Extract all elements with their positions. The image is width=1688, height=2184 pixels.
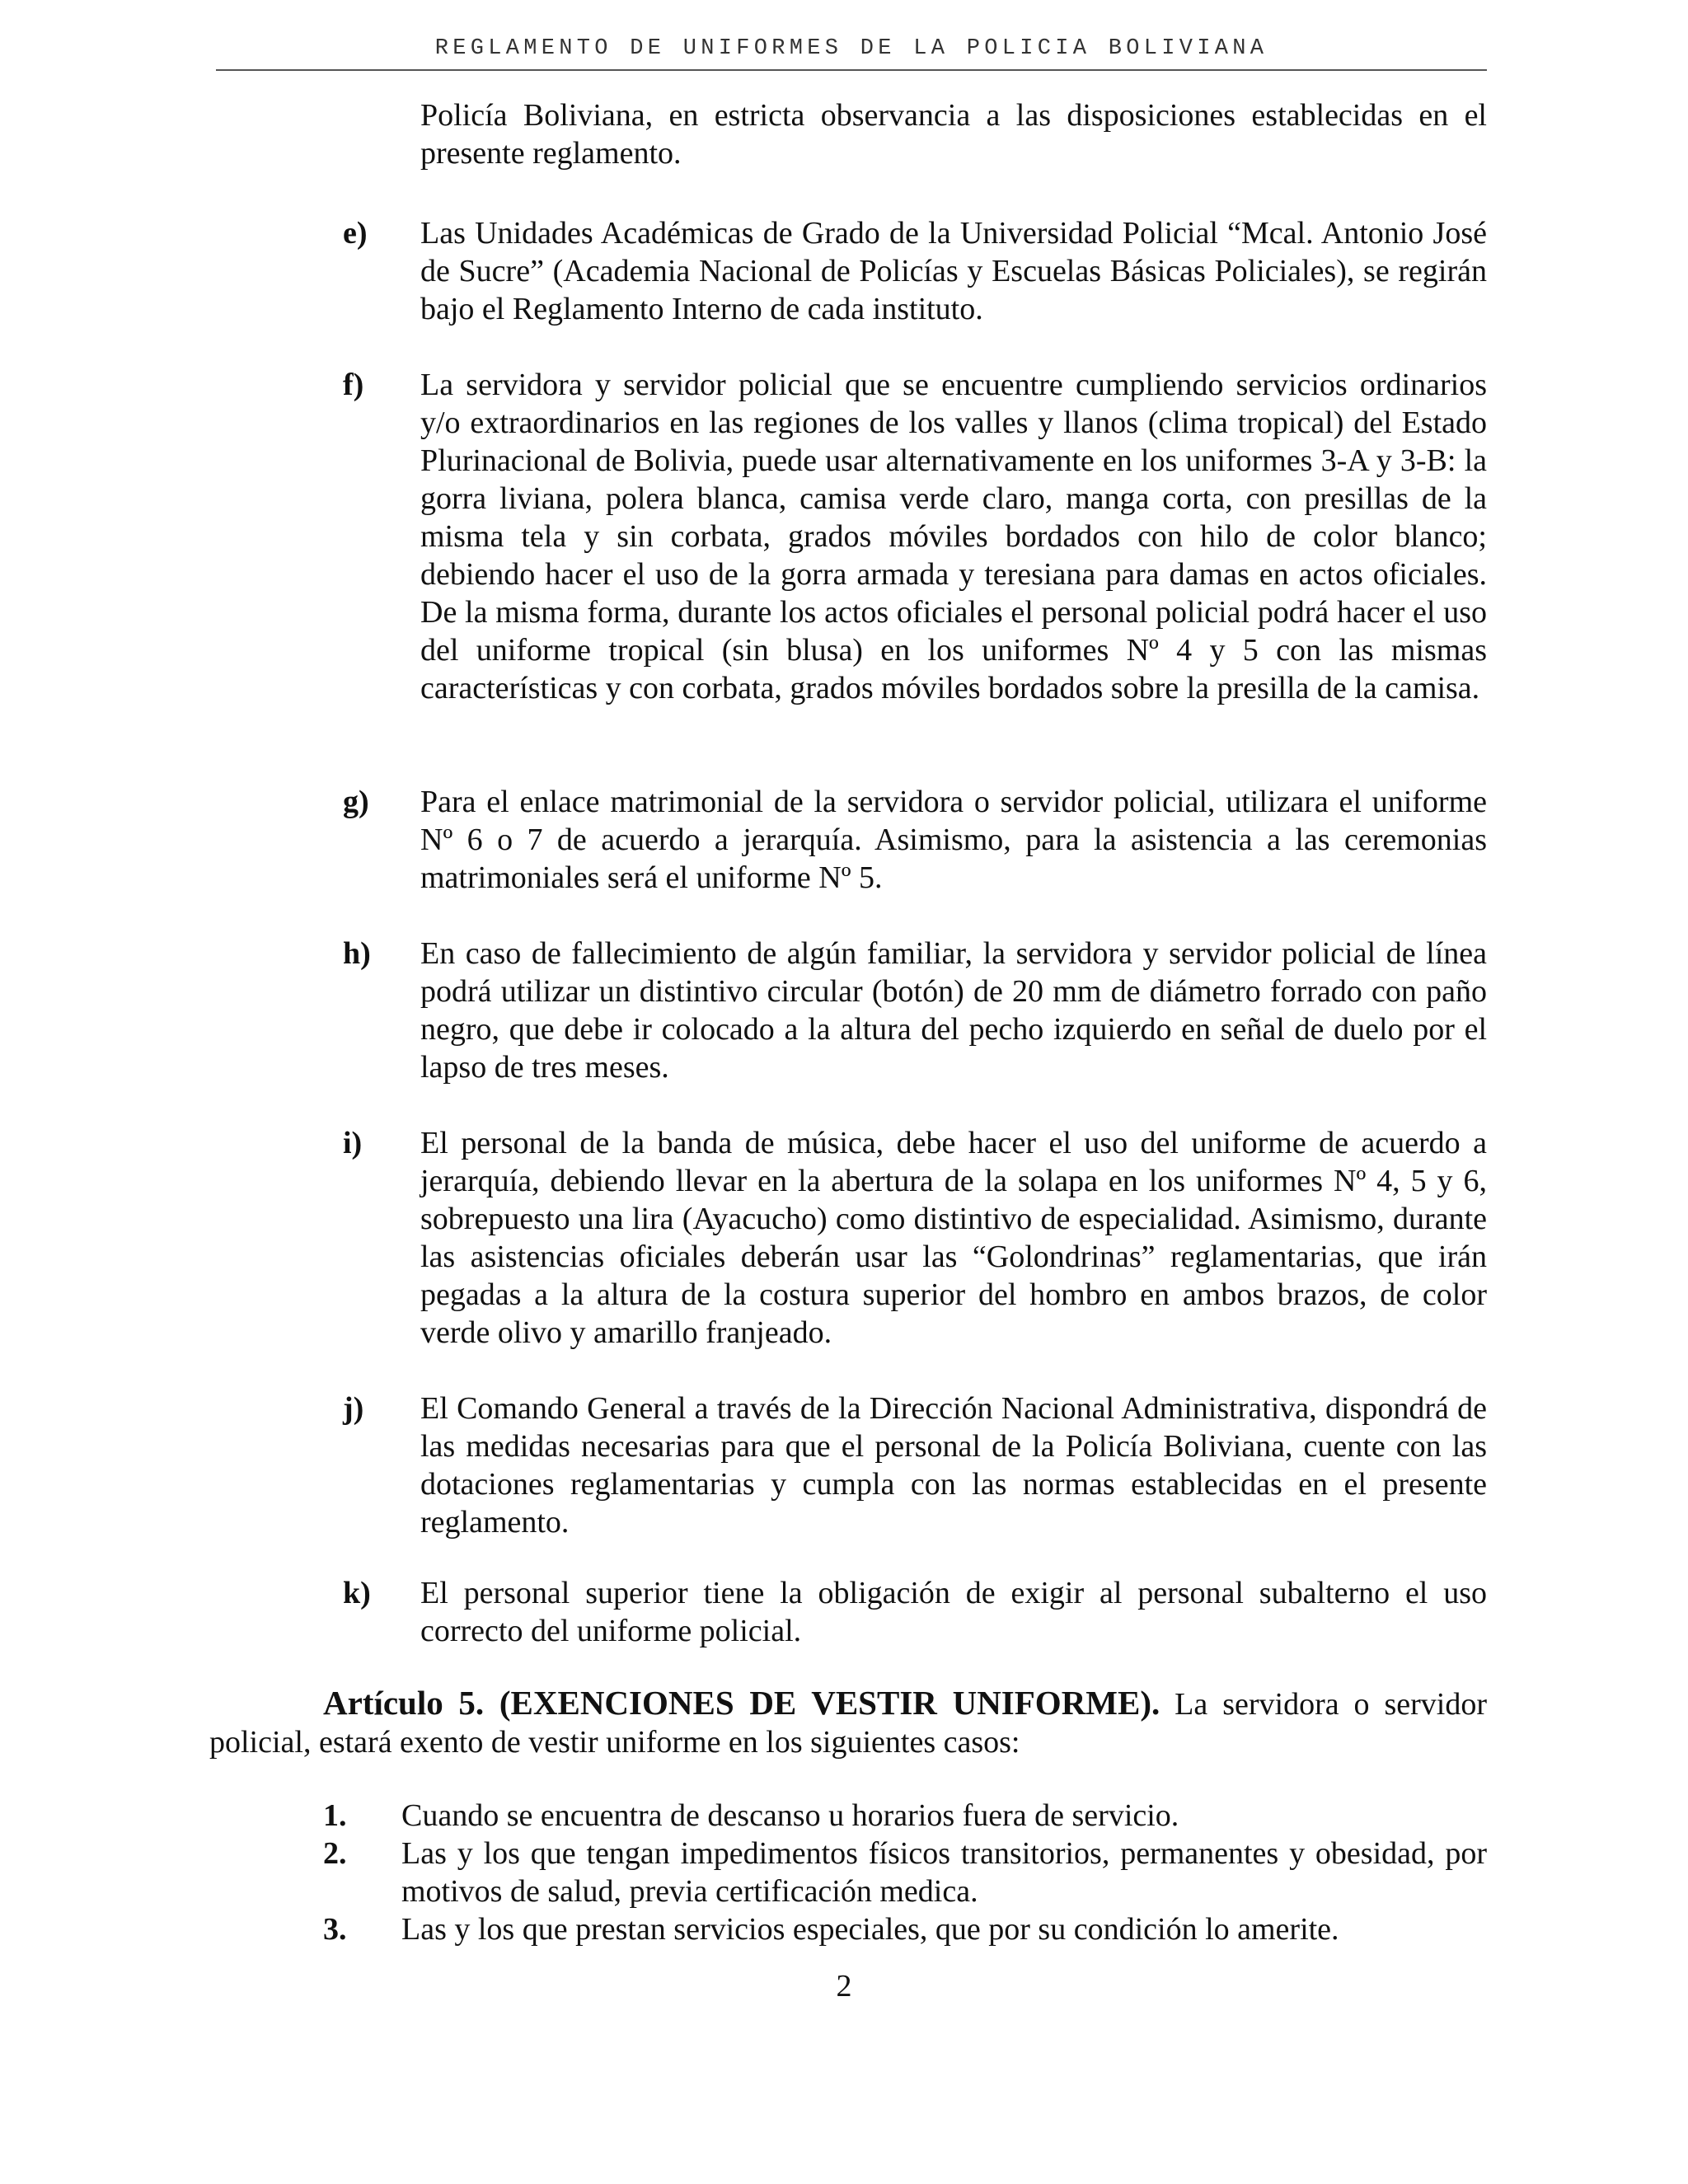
item-text-g: Para el enlace matrimonial de la servidora o servidor policial, utilizara el uniforme Nº 6 o 7 de acuerdo a jerarquía. Asimismo, para la asistencia a las ceremonias matrimoniales será el uniforme Nº 5. — [420, 785, 1487, 895]
item-text-i: El personal de la banda de música, debe hacer el uso del uniforme de acuerdo a jerarquía, debiendo llevar en la abertura de la solapa en los uniformes Nº 4, 5 y 6, sobrepuesto una lira (Ayacucho) como distintivo de especialidad. Asimismo, durante las asistencias oficiales deberán usar las “Golondrinas” reglamentarias, que irán pegadas a la altura de la costura superior del hombro en ambos brazos, de color verde olivo y amarillo franjeado. — [420, 1126, 1487, 1350]
exemption-text-1: Cuando se encuentra de descanso u horarios fuera de servicio. — [401, 1798, 1179, 1833]
exemption-number-3: 3. — [323, 1912, 347, 1947]
exemption-text-2: Las y los que tengan impedimentos físicos transitorios, permanentes y obesidad, por motivos de salud, previa certificación medica. — [401, 1836, 1487, 1909]
page-number: 2 — [836, 1969, 852, 2004]
continuation-paragraph: Policía Boliviana, en estricta observancia a las disposiciones establecidas en el presente reglamento. — [420, 98, 1487, 171]
exemption-number-1: 1. — [323, 1798, 347, 1833]
item-letter-g: g) — [343, 785, 369, 819]
item-letter-j: j) — [343, 1391, 364, 1426]
item-letter-k: k) — [343, 1576, 371, 1610]
running-header: REGLAMENTO DE UNIFORMES DE LA POLICIA BOLIVIANA — [434, 36, 1268, 61]
article-heading: Artículo 5. (EXENCIONES DE VESTIR UNIFORME). — [323, 1684, 1160, 1722]
header-divider — [216, 69, 1487, 71]
item-letter-e: e) — [343, 216, 368, 251]
item-letter-i: i) — [343, 1126, 363, 1160]
article-body: La servidora o servidor policial, estará exento de vestir uniforme en los siguientes casos: — [209, 1687, 1487, 1760]
item-text-e: Las Unidades Académicas de Grado de la Universidad Policial “Mcal. Antonio José de Sucre” (Academia Nacional de Policías y Escuelas Básicas Policiales), se regirán bajo el Reglamento Interno de cada instituto. — [420, 216, 1487, 326]
exemption-number-2: 2. — [323, 1836, 347, 1871]
item-letter-f: f) — [343, 368, 364, 402]
item-text-k: El personal superior tiene la obligación de exigir al personal subalterno el uso correcto del uniforme policial. — [420, 1576, 1487, 1648]
item-letter-h: h) — [343, 936, 371, 971]
item-text-h: En caso de fallecimiento de algún familiar, la servidora y servidor policial de línea podrá utilizar un distintivo circular (botón) de 20 mm de diámetro forrado con paño negro, que debe ir colocado a la altura del pecho izquierdo en señal de duelo por el lapso de tres meses. — [420, 936, 1487, 1085]
item-text-j: El Comando General a través de la Dirección Nacional Administrativa, dispondrá de las medidas necesarias para que el personal de la Policía Boliviana, cuente con las dotaciones reglamentarias y cumpla con las normas establecidas en el presente reglamento. — [420, 1391, 1487, 1540]
item-text-f: La servidora y servidor policial que se encuentre cumpliendo servicios ordinarios y/o extraordinarios en las regiones de los valles y llanos (clima tropical) del Estado Plurinacional de Bolivia, puede usar alternativamente en los uniformes 3-A y 3-B: la gorra liviana, polera blanca, camisa verde claro, manga corta, con presillas de la misma tela y sin corbata, grados móviles bordados con hilo de color blanco; debiendo hacer el uso de la gorra armada y teresiana para damas en actos oficiales. De la misma forma, durante los actos oficiales el personal policial podrá hacer el uso del uniforme tropical (sin blusa) en los uniformes Nº 4 y 5 con las mismas características y con corbata, grados móviles bordados sobre la presilla de la camisa. — [420, 368, 1487, 705]
article-5-paragraph — [209, 1684, 1487, 1761]
exemption-text-3: Las y los que prestan servicios especiales, que por su condición lo amerite. — [401, 1912, 1339, 1947]
